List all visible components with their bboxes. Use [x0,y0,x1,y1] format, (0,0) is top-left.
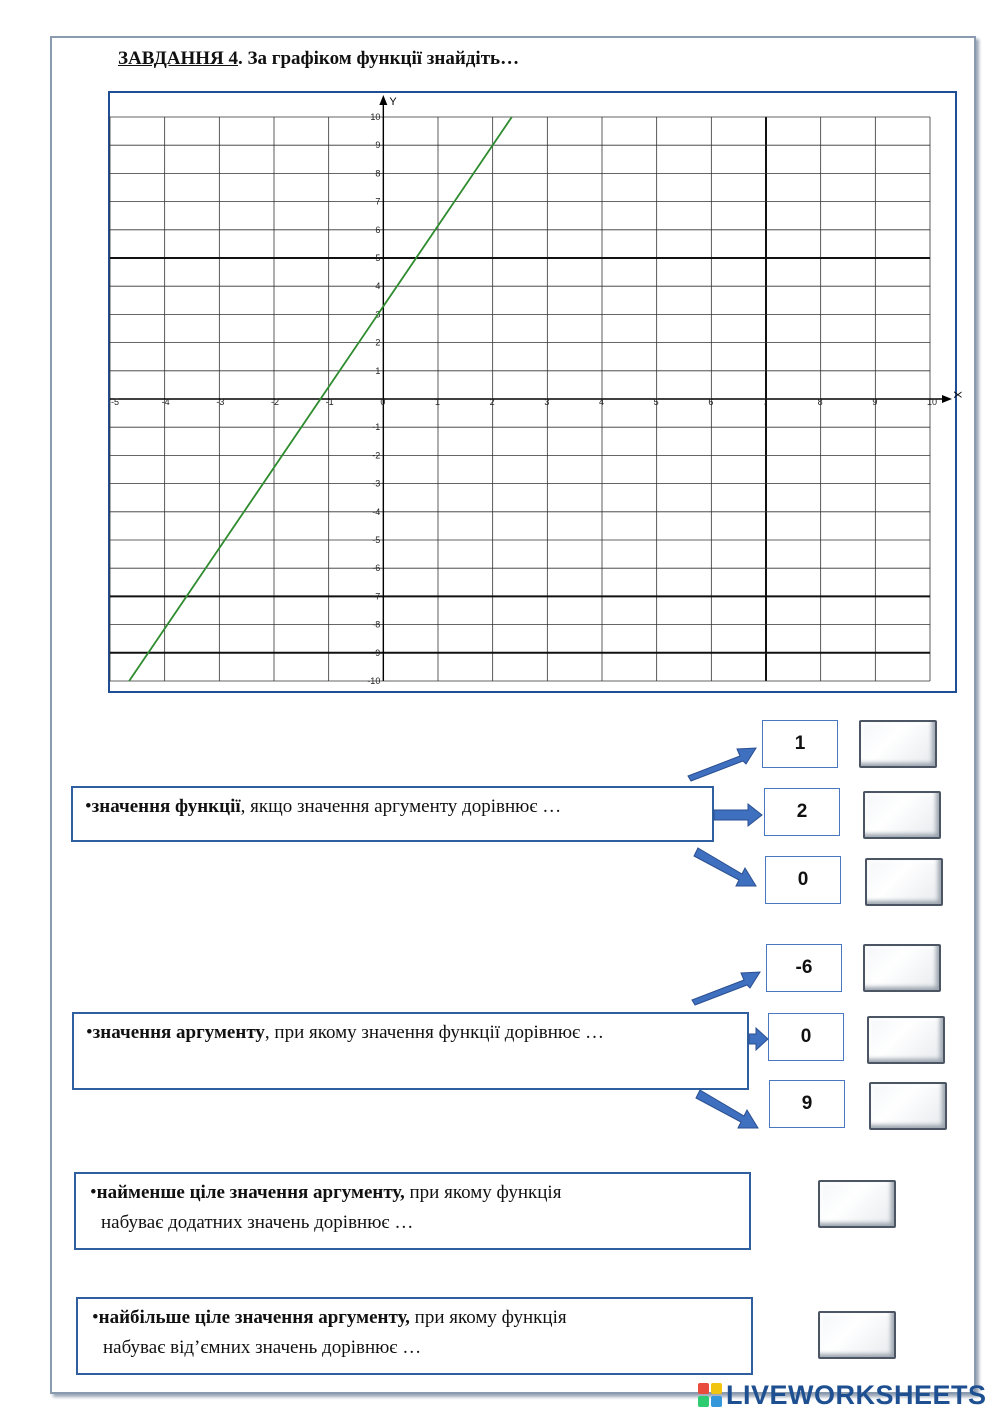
bullet: • [92,1307,99,1328]
answer-input[interactable] [867,1016,945,1064]
x-tick-label: 6 [708,397,714,407]
arrow-up-right-icon [684,964,764,1006]
answer-input[interactable] [818,1311,896,1359]
y-axis-arrow-icon [379,95,387,105]
argument-value-box [762,720,838,768]
arrow-right-icon [748,1026,770,1052]
x-tick-label: 10 [927,397,938,407]
question-text: при якому функція [404,1182,562,1203]
question-text: , при якому значення функції дорівнює … [264,1022,604,1043]
y-tick-label: 8 [375,168,381,179]
y-tick-label: -9 [372,647,381,658]
arrow-right-icon [712,802,764,828]
logo-icon [698,1383,722,1407]
argument-value-box [764,788,840,836]
bullet: • [85,796,92,817]
question-text-line2: набуває від’ємних значень дорівнює … [103,1337,422,1358]
x-tick-label: 2 [489,397,495,407]
answer-input[interactable] [865,858,943,906]
x-tick-label: -4 [161,397,170,407]
x-tick-label: 9 [872,397,878,407]
x-tick-label: -1 [325,397,334,407]
y-tick-label: 6 [375,224,381,235]
y-tick-label: 5 [375,253,381,263]
task-title [118,48,519,70]
function-value: -6 [795,957,813,978]
answer-input[interactable] [869,1082,947,1130]
answer-input[interactable] [863,791,941,839]
x-tick-label: 4 [599,397,605,407]
question-text: , якщо значення аргументу дорівнює … [240,796,562,817]
x-axis-arrow-icon [942,395,952,403]
function-value: 0 [800,1026,812,1047]
y-tick-label: 1 [375,365,381,376]
y-tick-label: 4 [375,281,381,292]
task-number: ЗАВДАННЯ 4 [118,48,239,69]
arrow-down-right-icon [690,844,760,890]
y-axis-label: Y [389,96,397,108]
y-tick-label: 2 [375,337,381,348]
y-tick-label: -6 [372,563,381,574]
x-tick-label: -2 [271,397,280,407]
argument-value: 1 [794,733,806,754]
y-tick-label: 7 [375,196,381,207]
y-tick-label: -8 [372,619,381,630]
argument-value: 0 [797,869,809,890]
x-tick-label: 3 [544,397,550,407]
argument-value: 2 [796,801,808,822]
y-tick-label: 9 [375,140,381,151]
question-text-line2: набуває додатних значень дорівнює … [101,1212,414,1233]
graph-svg [110,93,963,691]
y-tick-label: -5 [372,535,381,545]
x-tick-label: 7 [763,397,769,407]
task-instruction: . За графіком функції знайдіть… [238,48,520,69]
bullet: • [86,1022,93,1043]
argument-value-box [765,856,841,904]
question-bold-text: значення аргументу [92,1022,265,1043]
y-tick-label: 10 [370,112,381,122]
question-text: при якому функція [409,1307,567,1328]
arrow-up-right-icon [680,740,760,782]
question-argument-value [72,1012,749,1090]
y-tick-label: 3 [375,309,381,320]
function-graph [108,91,963,693]
x-tick-label: 1 [435,397,441,407]
liveworksheets-logo [698,1380,987,1410]
function-value-box [768,1013,844,1061]
x-axis-label: X [951,391,963,399]
brand-name: LIVEWORKSHEETS [726,1379,987,1410]
x-tick-label: 0 [380,397,386,407]
arrow-down-right-icon [692,1086,762,1132]
x-tick-label: -3 [216,397,225,407]
question-bold-text: значення функції [91,796,241,817]
y-tick-label: -2 [372,450,381,461]
y-tick-label: -10 [367,676,381,686]
question-function-value [71,786,714,842]
y-tick-label: -1 [372,422,381,433]
question-bold-text: найбільше ціле значення аргументу, [98,1307,410,1328]
function-value-box [769,1080,845,1128]
bullet: • [90,1182,97,1203]
function-value-box [766,944,842,992]
y-tick-label: -7 [372,591,381,602]
answer-input[interactable] [863,944,941,992]
answer-input[interactable] [818,1180,896,1228]
function-value: 9 [801,1093,813,1114]
answer-input[interactable] [859,720,937,768]
x-tick-label: 8 [817,397,823,407]
question-bold-text: найменше ціле значення аргументу, [96,1182,405,1203]
y-tick-label: -3 [372,478,381,489]
y-tick-label: -4 [372,506,381,517]
x-tick-label: 5 [653,397,659,407]
question-greatest-negative [76,1297,753,1375]
question-least-positive [74,1172,751,1250]
x-tick-label: -5 [111,397,120,407]
